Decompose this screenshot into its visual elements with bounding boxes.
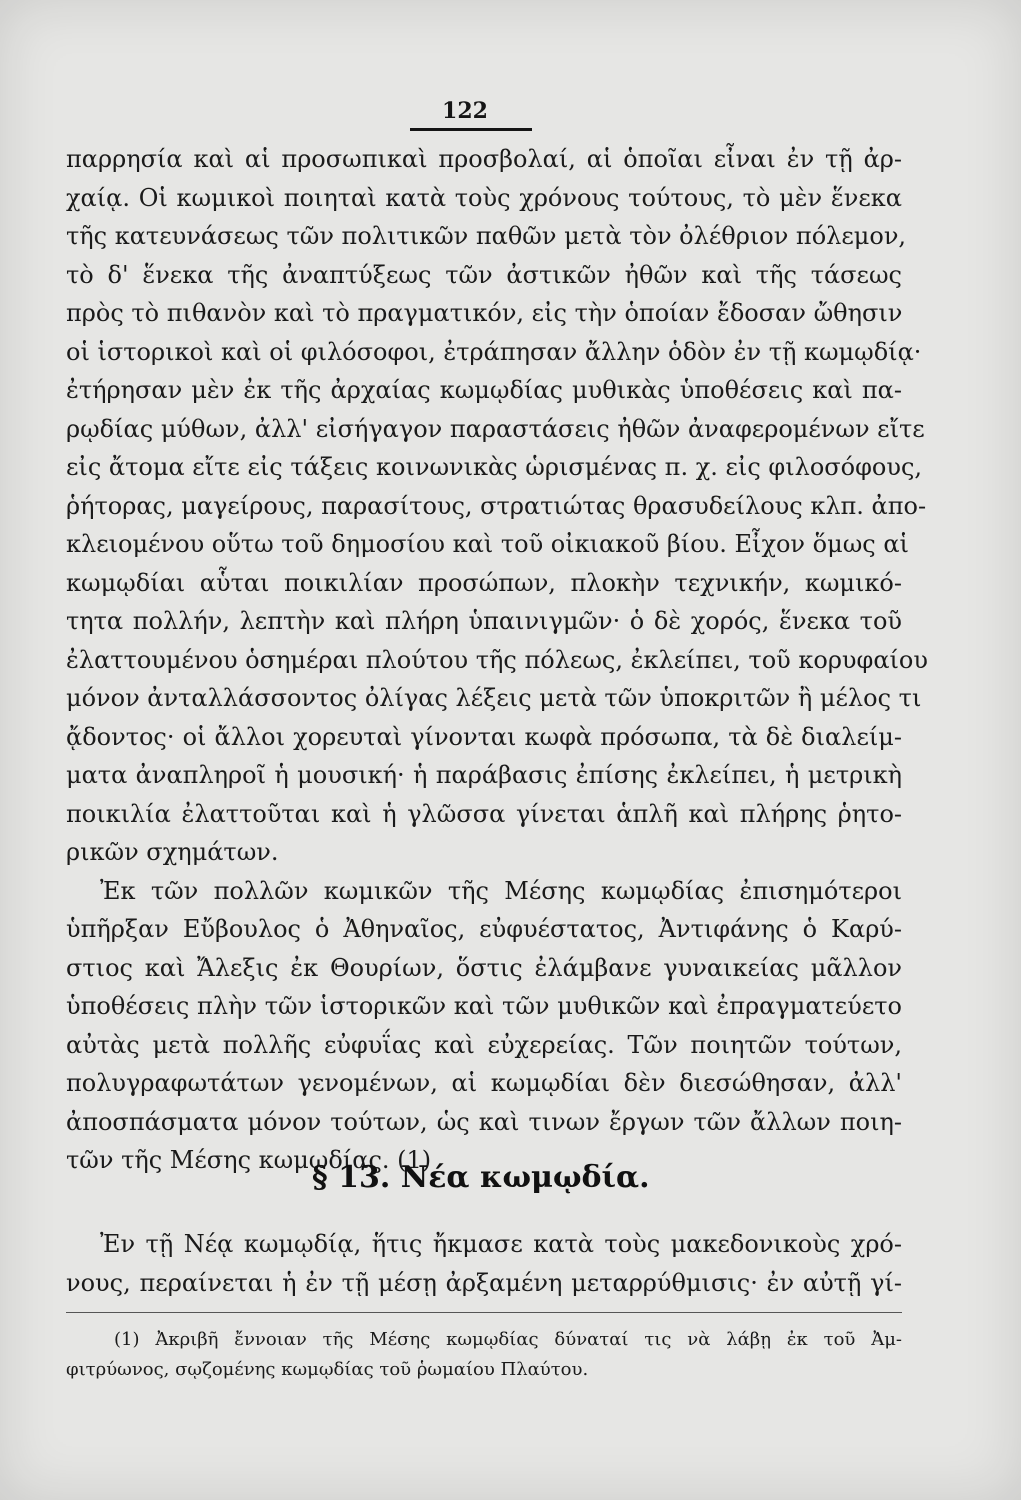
text-line: ἀποσπάσματα μόνον τούτων, ὡς καὶ τινων ἔργων τῶν ἄλλων ποιη-: [66, 1107, 902, 1136]
text-line: μόνον ἀνταλλάσσοντος ὀλίγας λέξεις μετὰ τῶν ὑποκριτῶν ἢ μέλος τι: [66, 684, 922, 712]
text-line: ματα ἀναπληροῖ ἡ μουσική· ἡ παράβασις ἐπίσης ἐκλείπει, ἡ μετρικὴ: [66, 761, 902, 789]
text-line: κωμῳδίαι αὗται ποικιλίαν προσώπων, πλοκὴν τεχνικήν, κωμικό-: [66, 568, 902, 597]
text-line: τῶν τῆς Μέσης κωμῳδίας. (1): [66, 1146, 432, 1174]
text-line: ὑποθέσεις πλὴν τῶν ἱστορικῶν καὶ τῶν μυθικῶν καὶ ἐπραγματεύετο: [66, 992, 902, 1020]
text-line: χαίᾳ. Οἱ κωμικοὶ ποιηταὶ κατὰ τοὺς χρόνους τούτους, τὸ μὲν ἕνεκα: [66, 183, 902, 212]
footnote-rule: [66, 1312, 902, 1313]
text-line: εἰς ἄτομα εἴτε εἰς τάξεις κοινωνικὰς ὡρισμένας π. χ. εἰς φιλοσόφους,: [66, 453, 923, 481]
section-text: [66, 1225, 902, 1302]
text-line: ρῳδίας μύθων, ἀλλ' εἰσήγαγον παραστάσεις ἠθῶν ἀναφερομένων εἴτε: [66, 414, 925, 443]
text-line: ἐλαττουμένου ὁσημέραι πλούτου τῆς πόλεως, ἐκλείπει, τοῦ κορυφαίου: [66, 645, 928, 674]
page-number: 122: [442, 98, 488, 124]
footnote: [66, 1325, 902, 1385]
text-line: ἐτήρησαν μὲν ἐκ τῆς ἀρχαίας κωμῳδίας μυθικὰς ὑποθέσεις καὶ πα-: [66, 376, 902, 404]
text-line: Ἐκ τῶν πολλῶν κωμικῶν τῆς Μέσης κωμῳδίας ἐπισημότεροι: [100, 876, 902, 905]
text-line: ρικῶν σχημάτων.: [66, 838, 279, 866]
text-line: ῥήτορας, μαγείρους, παρασίτους, στρατιώτας θρασυδείλους κλπ. ἀπο-: [66, 491, 927, 520]
section-heading: § 13. Νέα κωμῳδία.: [312, 1160, 650, 1195]
text-line: ποικιλία ἐλαττοῦται καὶ ἡ γλῶσσα γίνεται ἁπλῆ καὶ πλήρης ῥητο-: [66, 799, 902, 828]
text-line: κλειομένου οὕτω τοῦ δημοσίου καὶ τοῦ οἰκιακοῦ βίου. Εἶχον ὅμως αἱ: [66, 530, 909, 558]
text-line: στιος καὶ Ἄλεξις ἐκ Θουρίων, ὅστις ἐλάμβανε γυναικείας μᾶλλον: [66, 953, 902, 982]
text-line: τῆς κατευνάσεως τῶν πολιτικῶν παθῶν μετὰ τὸν ὀλέθριον πόλεμον,: [66, 222, 907, 250]
text-line: πρὸς τὸ πιθανὸν καὶ τὸ πραγματικόν, εἰς τὴν ὁποίαν ἔδοσαν ὤθησιν: [66, 299, 903, 327]
text-line: νους, περαίνεται ἡ ἐν τῇ μέσῃ ἀρξαμένη μεταρρύθμισις· ἐν αὐτῇ γί-: [66, 1268, 902, 1297]
footnote-line: (1) Ἀκριβῆ ἔννοιαν τῆς Μέσης κωμῳδίας δύναταί τις νὰ λάβῃ ἐκ τοῦ Ἀμ-: [114, 1329, 902, 1350]
text-line: Ἐν τῇ Νέᾳ κωμῳδίᾳ, ἥτις ἤκμασε κατὰ τοὺς μακεδονικοὺς χρό-: [100, 1230, 902, 1258]
footnote-line: φιτρύωνος, σῳζομένης κωμῳδίας τοῦ ῥωμαίου Πλαύτου.: [66, 1359, 589, 1380]
text-line: τὸ δ' ἕνεκα τῆς ἀναπτύξεως τῶν ἀστικῶν ἠθῶν καὶ τῆς τάσεως: [66, 260, 902, 289]
text-line: αὐτὰς μετὰ πολλῆς εὐφυΐας καὶ εὐχερείας. Τῶν ποιητῶν τούτων,: [66, 1030, 902, 1059]
text-line: τητα πολλήν, λεπτὴν καὶ πλήρη ὑπαινιγμῶν· ὁ δὲ χορός, ἕνεκα τοῦ: [66, 607, 902, 635]
text-line: παρρησία καὶ αἱ προσωπικαὶ προσβολαί, αἱ ὁποῖαι εἶναι ἐν τῇ ἀρ-: [66, 145, 902, 173]
text-line: οἱ ἱστορικοὶ καὶ οἱ φιλόσοφοι, ἐτράπησαν ἄλλην ὁδὸν ἐν τῇ κωμῳδίᾳ·: [66, 337, 922, 366]
text-line: ᾄδοντος· οἱ ἄλλοι χορευταὶ γίνονται κωφὰ πρόσωπα, τὰ δὲ διαλείμ-: [66, 722, 902, 751]
text-line: ὑπῆρξαν Εὔβουλος ὁ Ἀθηναῖος, εὐφυέστατος, Ἀντιφάνης ὁ Καρύ-: [66, 915, 902, 943]
page-number-rule: [410, 128, 532, 131]
body-text: [66, 140, 928, 1180]
text-line: πολυγραφωτάτων γενομένων, αἱ κωμῳδίαι δὲν διεσώθησαν, ἀλλ': [66, 1069, 902, 1097]
